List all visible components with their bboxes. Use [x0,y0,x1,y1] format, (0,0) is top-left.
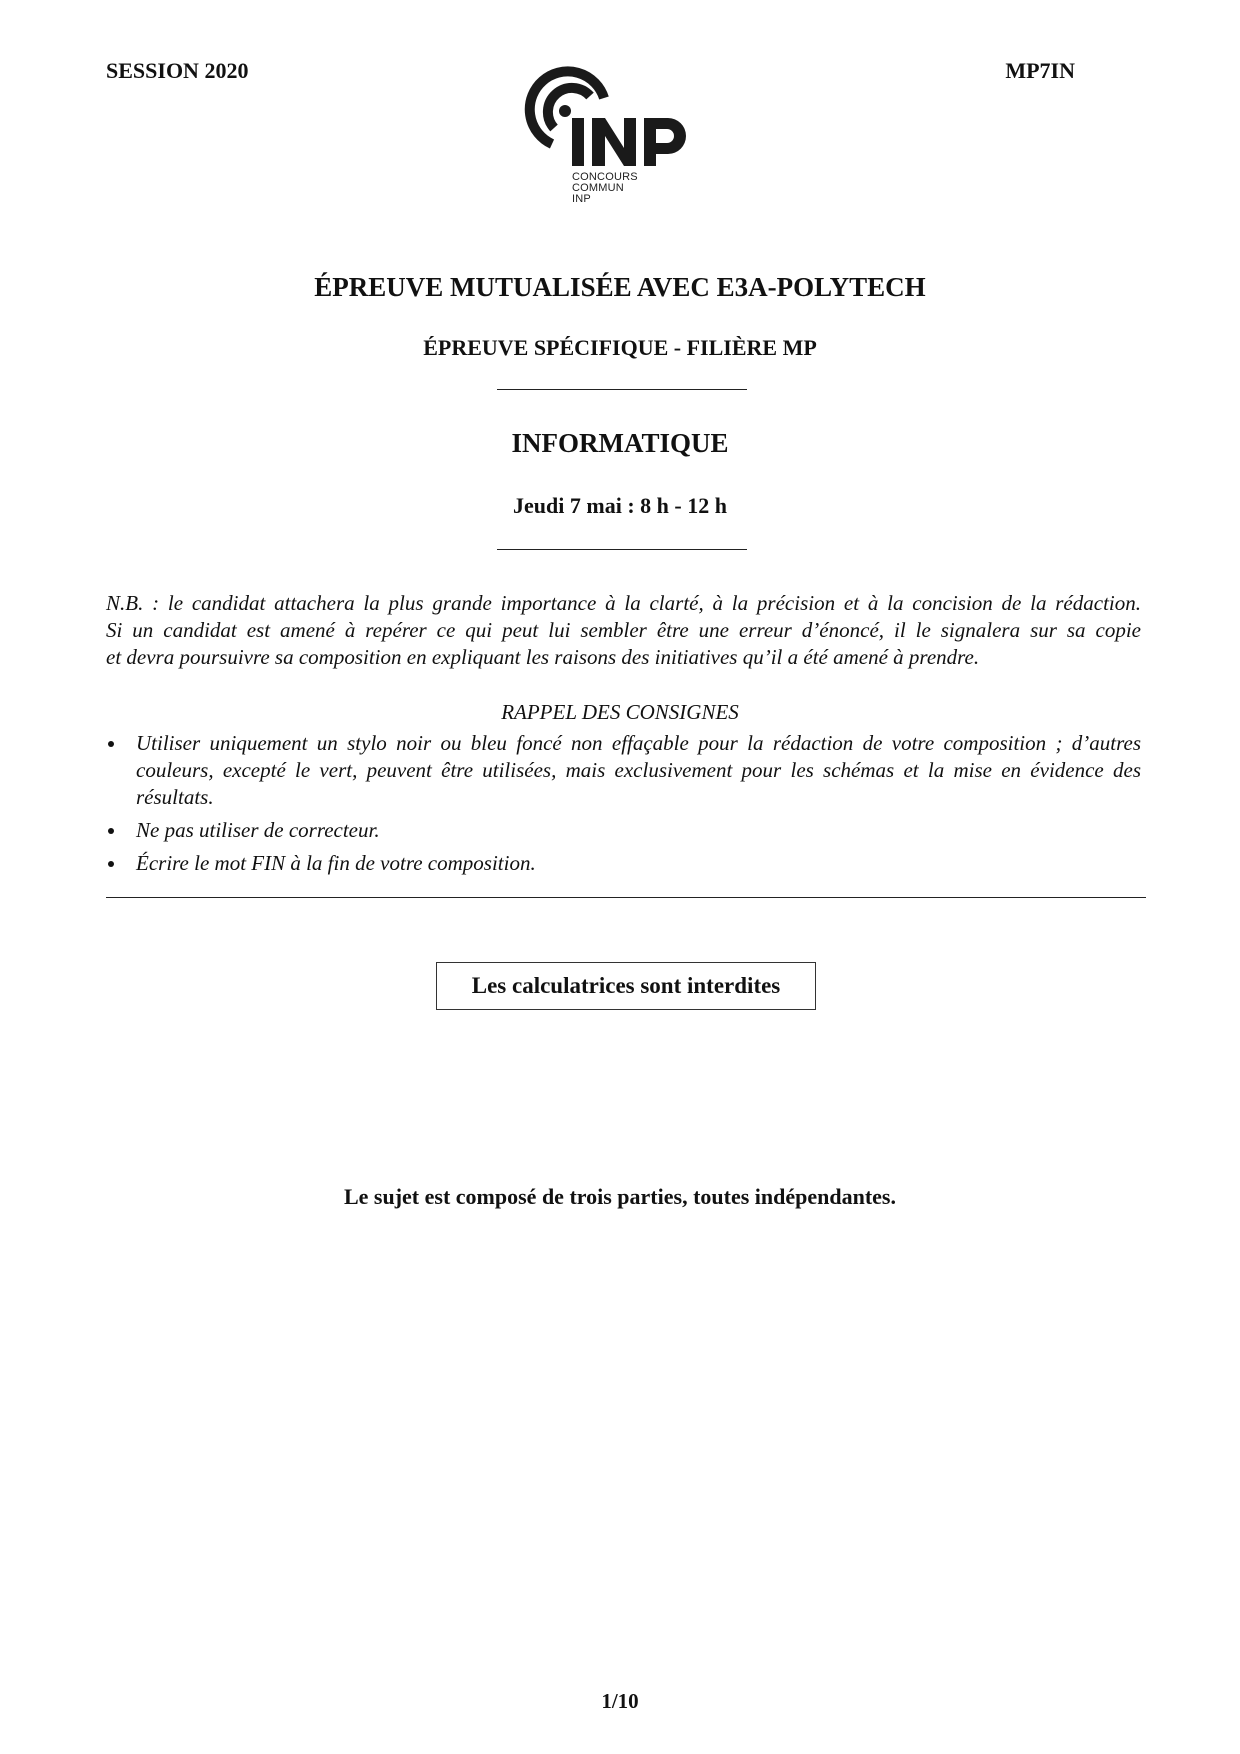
nb-line: N.B. : le candidat attachera la plus grande importance à la clarté, à la précision et à la concision de la rédaction. [106,591,1141,615]
calculator-notice [436,962,816,1010]
bullet-icon [108,828,114,834]
consignes-list [106,730,1141,883]
logo-caption [572,172,638,205]
page-number: 1/10 [601,1689,639,1713]
bullet-icon [108,741,114,747]
nb-line: Si un candidat est amené à repérer ce qui peut lui sembler être une erreur d’énoncé, il le signalera sur sa copie [106,618,1141,642]
nb-line: et devra poursuivre sa composition en expliquant les raisons des initiatives qu’il a été amené à prendre. [106,645,980,669]
bullet-icon [108,861,114,867]
rappel-heading: RAPPEL DES CONSIGNES [501,700,739,724]
exam-subtitle: ÉPREUVE SPÉCIFIQUE - FILIÈRE MP [423,335,817,360]
list-item [106,730,1141,811]
nb-paragraph [106,590,1141,671]
exam-code: MP7IN [1005,58,1075,83]
logo-line: COMMUN [572,182,624,194]
divider [497,549,747,550]
list-item [106,850,1141,877]
exam-title: ÉPREUVE MUTUALISÉE AVEC E3A-POLYTECH [314,272,926,302]
list-item [106,817,1141,844]
subject-title: INFORMATIQUE [511,428,729,458]
list-item-text: Utiliser uniquement un stylo noir ou bleu foncé non effaçable pour la rédaction de votre composition ; d’autres couleurs, excepté le vert, peuvent être utilisées, mais exclusivement pour les schémas et la mise en évidence des résultats. [136,731,1141,809]
list-item-text: Écrire le mot FIN à la fin de votre composition. [136,851,536,875]
logo-line: CONCOURS [572,171,638,183]
section-divider [106,897,1146,898]
session-label: SESSION 2020 [106,58,249,83]
exam-date: Jeudi 7 mai : 8 h - 12 h [513,493,727,518]
structure-note: Le sujet est composé de trois parties, toutes indépendantes. [343,1184,896,1209]
list-item-text: Ne pas utiliser de correcteur. [136,818,380,842]
divider [497,389,747,390]
calculator-notice-text: Les calculatrices sont interdites [471,973,781,998]
logo-line: INP [572,193,591,205]
